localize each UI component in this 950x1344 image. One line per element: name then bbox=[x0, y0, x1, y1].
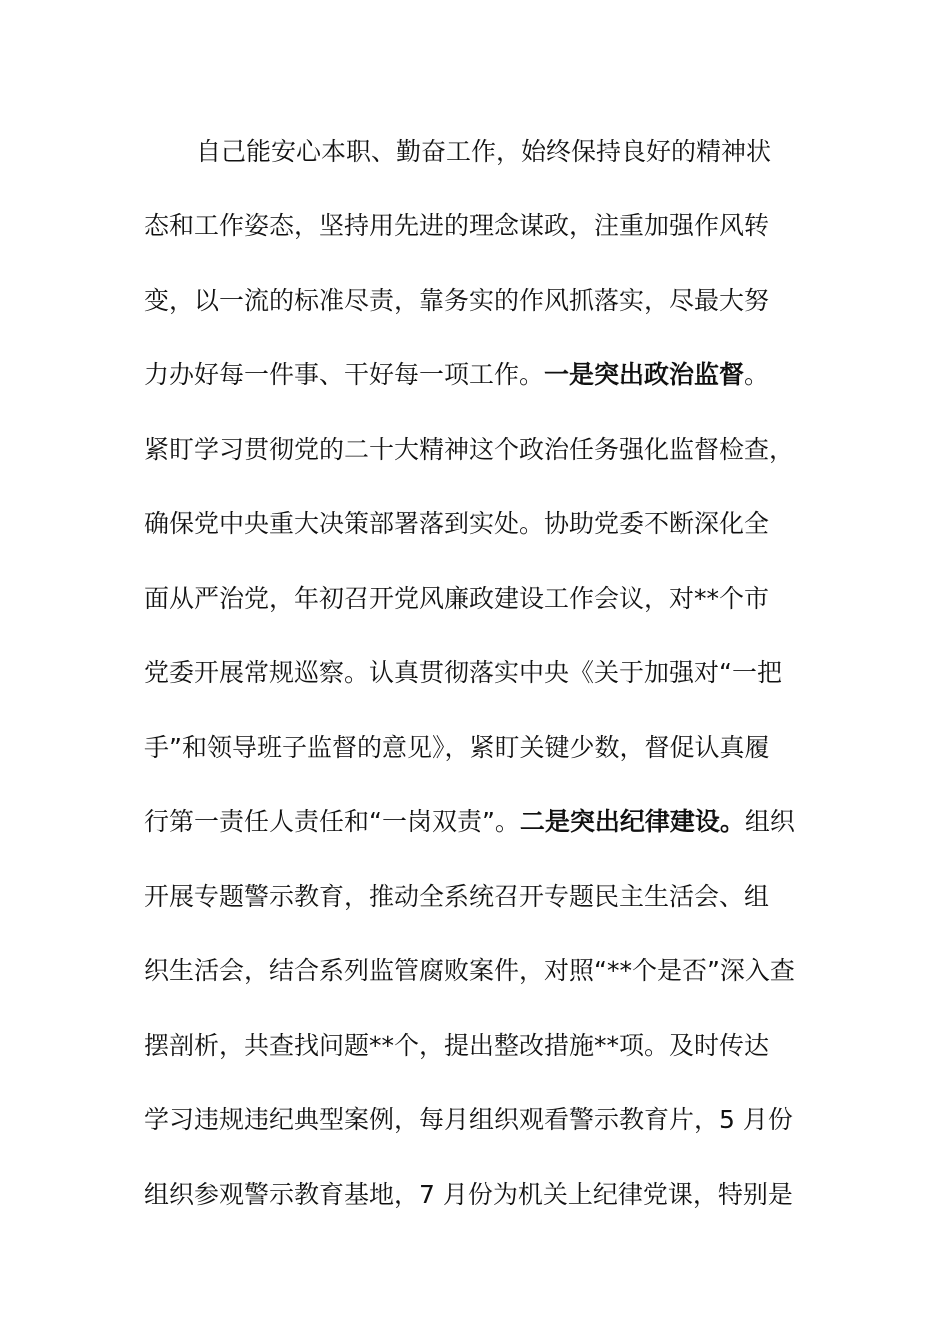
line-text: 组织参观警示教育基地，7 月份为机关上纪律党课，特别是 bbox=[144, 1180, 793, 1209]
line-text: 自己能安心本职、勤奋工作，始终保持良好的精神状 bbox=[196, 137, 772, 166]
line-text: 行第一责任人责任和“一岗双责”。 bbox=[144, 807, 520, 836]
paragraph-line-5 bbox=[144, 430, 810, 470]
paragraph-line-15 bbox=[144, 1175, 810, 1215]
bold-heading-discipline-building: 二是突出纪律建设。 bbox=[519, 807, 745, 836]
line-text: 学习违规违纪典型案例，每月组织观看警示教育片，5 月份 bbox=[144, 1105, 793, 1134]
line-text: 手”和领导班子监督的意见》，紧盯关键少数，督促认真履 bbox=[144, 733, 770, 762]
paragraph-line-4 bbox=[144, 355, 810, 395]
line-text: 变，以一流的标准尽责，靠务实的作风抓落实，尽最大努 bbox=[144, 286, 770, 315]
paragraph-line-11 bbox=[144, 877, 810, 917]
bold-heading-political-supervision: 一是突出政治监督 bbox=[544, 360, 745, 389]
paragraph-line-9 bbox=[144, 728, 810, 768]
line-text: 党委开展常规巡察。认真贯彻落实中央《关于加强对“一把 bbox=[144, 658, 782, 687]
line-text: 确保党中央重大决策部署落到实处。协助党委不断深化全 bbox=[144, 509, 770, 538]
paragraph-line-14 bbox=[144, 1100, 810, 1140]
paragraph-line-3 bbox=[144, 281, 810, 321]
line-text: 织生活会，结合系列监管腐败案件，对照“**个是否”深入查 bbox=[144, 956, 795, 985]
line-text: 组织 bbox=[744, 807, 795, 836]
line-text: 态和工作姿态，坚持用先进的理念谋政，注重加强作风转 bbox=[144, 211, 770, 240]
paragraph-line-7 bbox=[144, 579, 810, 619]
line-text: 紧盯学习贯彻党的二十大精神这个政治任务强化监督检查， bbox=[144, 435, 795, 464]
line-text: 力办好每一件事、干好每一项工作。 bbox=[144, 360, 545, 389]
line-text: 。 bbox=[744, 360, 770, 389]
paragraph-line-6 bbox=[144, 504, 810, 544]
paragraph-line-12 bbox=[144, 951, 810, 991]
line-text: 开展专题警示教育，推动全系统召开专题民主生活会、组 bbox=[144, 882, 770, 911]
paragraph-line-8 bbox=[144, 653, 810, 693]
line-text: 摆剖析，共查找问题**个，提出整改措施**项。及时传达 bbox=[144, 1031, 770, 1060]
paragraph-line-10 bbox=[144, 802, 810, 842]
line-text: 面从严治党，年初召开党风廉政建设工作会议，对**个市 bbox=[144, 584, 770, 613]
paragraph-line-1 bbox=[196, 132, 810, 172]
paragraph-line-13 bbox=[144, 1026, 810, 1066]
paragraph-line-2 bbox=[144, 206, 810, 246]
